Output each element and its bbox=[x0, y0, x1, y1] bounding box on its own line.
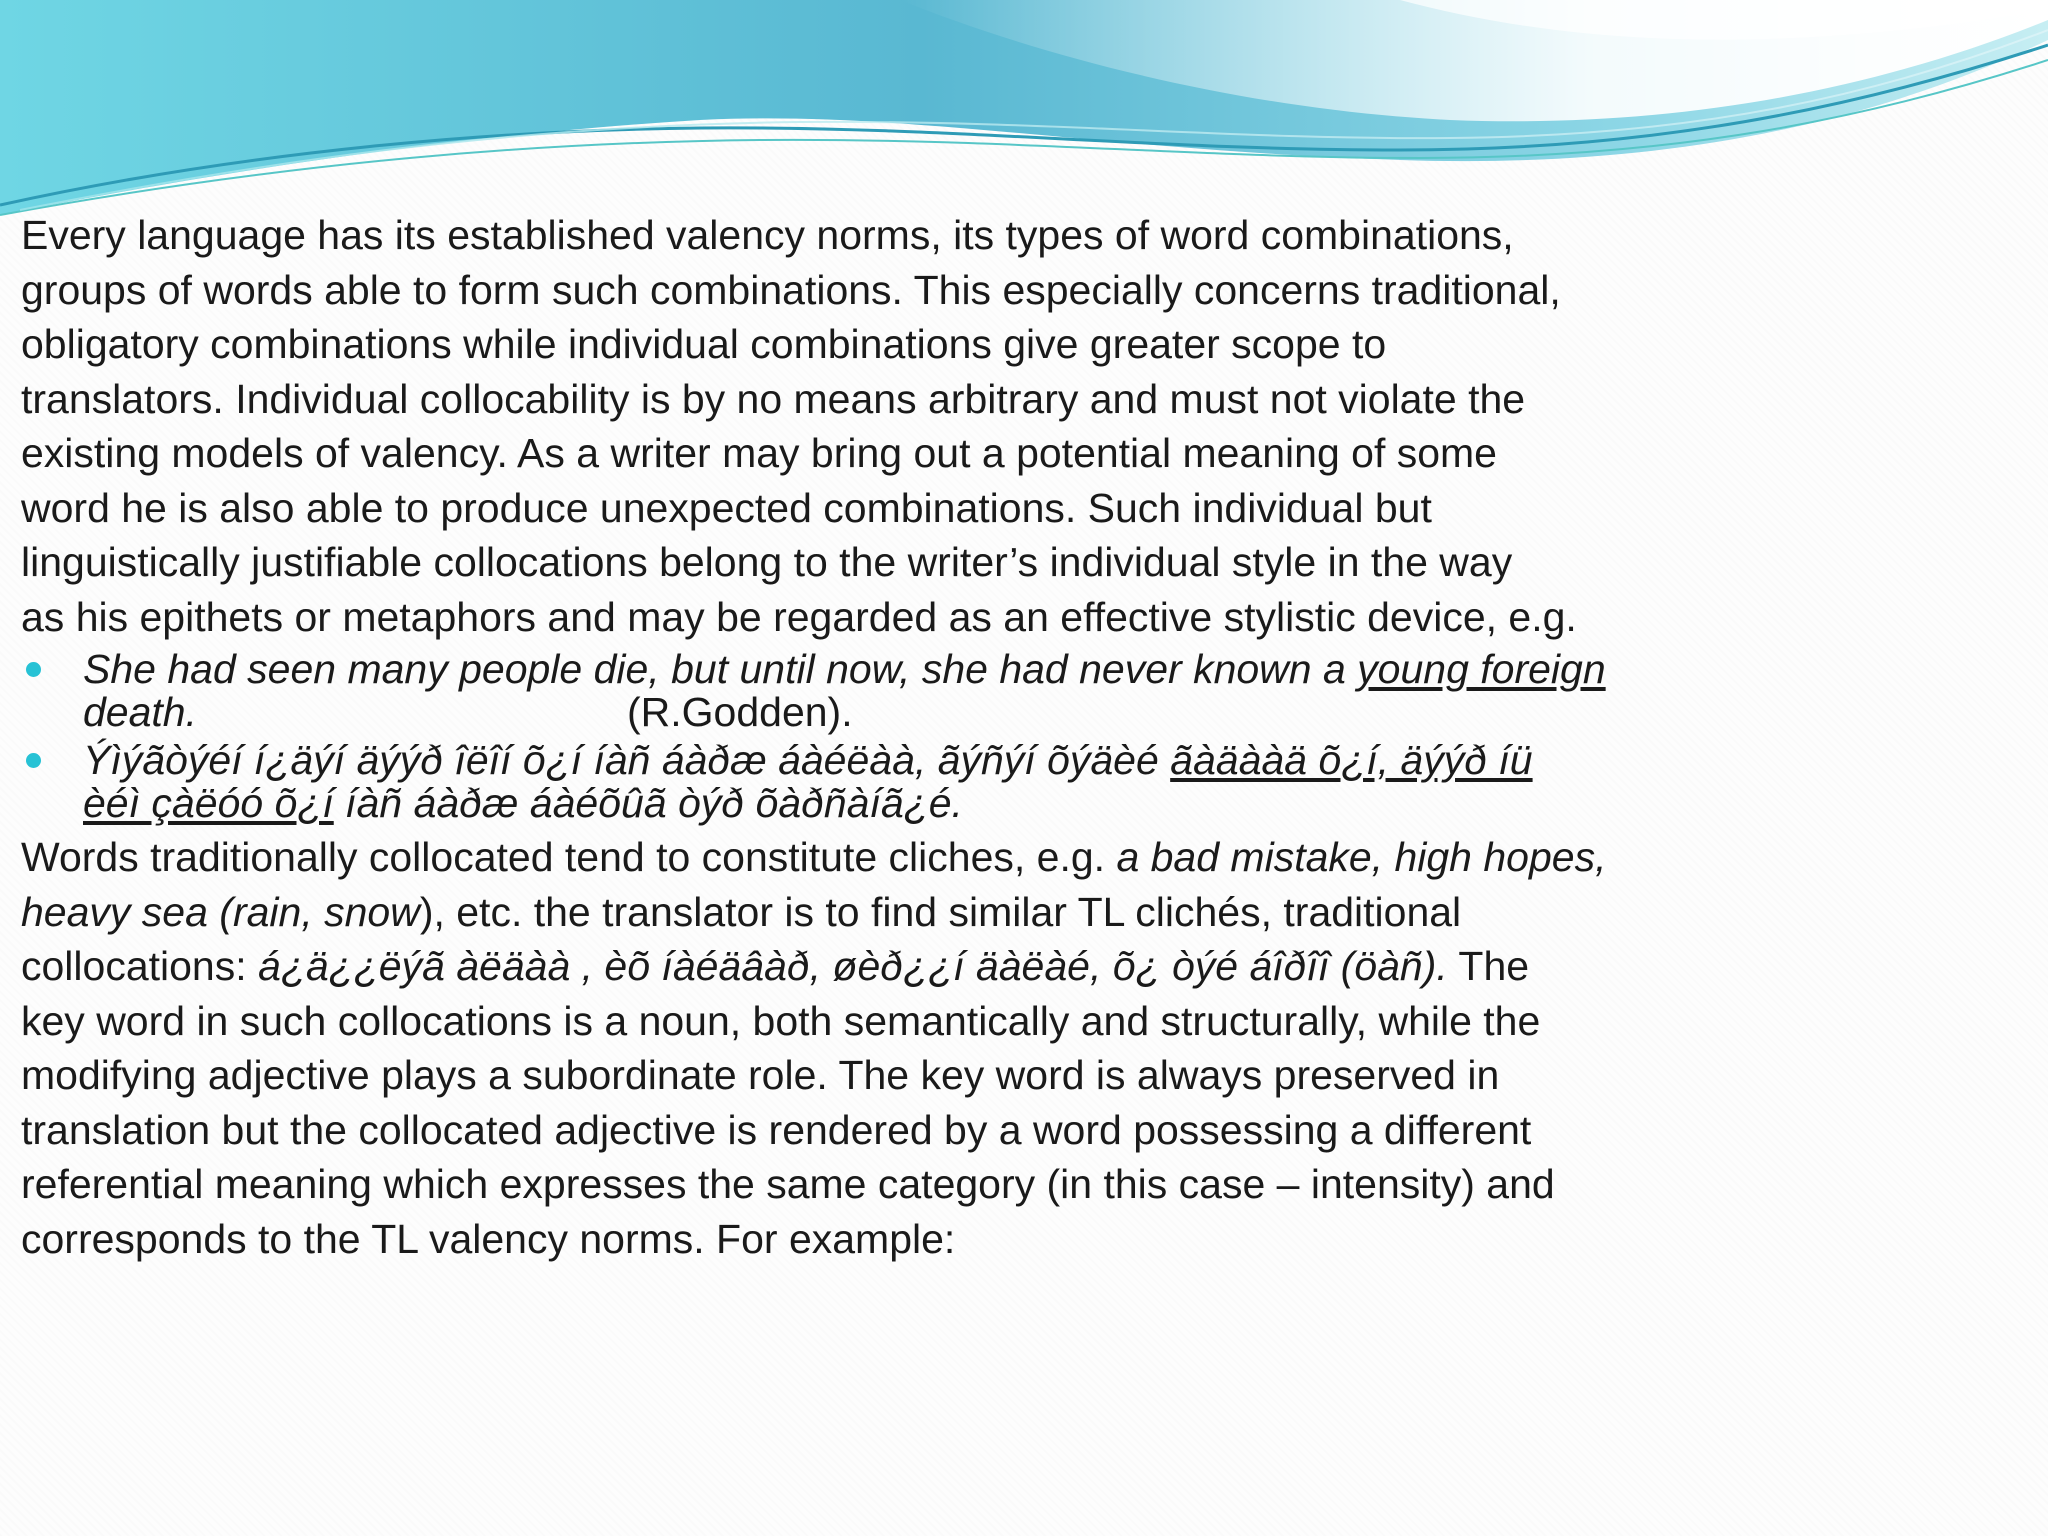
decorative-wave-header bbox=[0, 0, 2048, 230]
example-list bbox=[21, 648, 1781, 825]
cliches-translations: á¿ä¿¿ëýã àëäàà , èõ íàéäâàð, øèð¿¿í äàëàé, õ¿ òýé áîðîî (öàñ). bbox=[258, 943, 1448, 989]
example-translation-text: Ýìýãòýéí í¿äýí äýýð îëîí õ¿í íàñ áàðæ áàéëàà, ãýñýí õýäèé bbox=[83, 737, 1171, 783]
example-citation: (R.Godden). bbox=[627, 689, 853, 735]
example-english-underlined: young foreign bbox=[1357, 646, 1606, 692]
cliches-text-2: ), etc. the translator is to find similar TL clichés, traditional collocations: bbox=[21, 888, 1462, 989]
cliches-text-1: Words traditionally collocated tend to constitute cliches, e.g. bbox=[21, 834, 1117, 880]
bullet-dot-icon bbox=[26, 662, 41, 677]
example-english-text: She had seen many people die, but until now, she had never known a bbox=[83, 646, 1358, 692]
intro-paragraph: Every language has its established valency norms, its types of word combinations, groups of words able to form such combinations. This especially concerns traditional, obligatory combinations while individual combinations give greater scope to translators. Individual collocability is by no means arbitrary and must not violate the existing models of valency. As a writer may bring out a potential meaning of some word he is also able to produce unexpected combinations. Such individual but linguistically justifiable collocations belong to the writer’s individual style in the way as his epithets or metaphors and may be regarded as an effective stylistic device, e.g. bbox=[21, 212, 1577, 640]
example-english bbox=[21, 648, 1781, 734]
example-translation-underlined: ãàäààä õ¿í, äýýð íü èéì çàëóó õ¿í bbox=[83, 737, 1533, 826]
example-english-line2: death. bbox=[83, 689, 197, 735]
cliches-text-3: The key word in such collocations is a noun, both semantically and structurally, while the modifying adjective plays a subordinate role. The key word is always preserved in translation but the collocated adjective is rendered by a word possessing a different referential meaning which expresses the same category (in this case – intensity) and corresponds to the TL valency norms. For example: bbox=[21, 943, 1555, 1262]
cliches-examples: a bad mistake, high hopes, heavy sea (rain, snow bbox=[21, 834, 1607, 935]
example-translation-end: íàñ áàðæ áàéõûã òýð õàðñàíã¿é. bbox=[333, 780, 963, 826]
bullet-dot-icon bbox=[26, 753, 41, 768]
slide-body bbox=[21, 208, 1781, 1266]
cliches-paragraph bbox=[21, 830, 1781, 1266]
example-translation bbox=[21, 739, 1781, 825]
